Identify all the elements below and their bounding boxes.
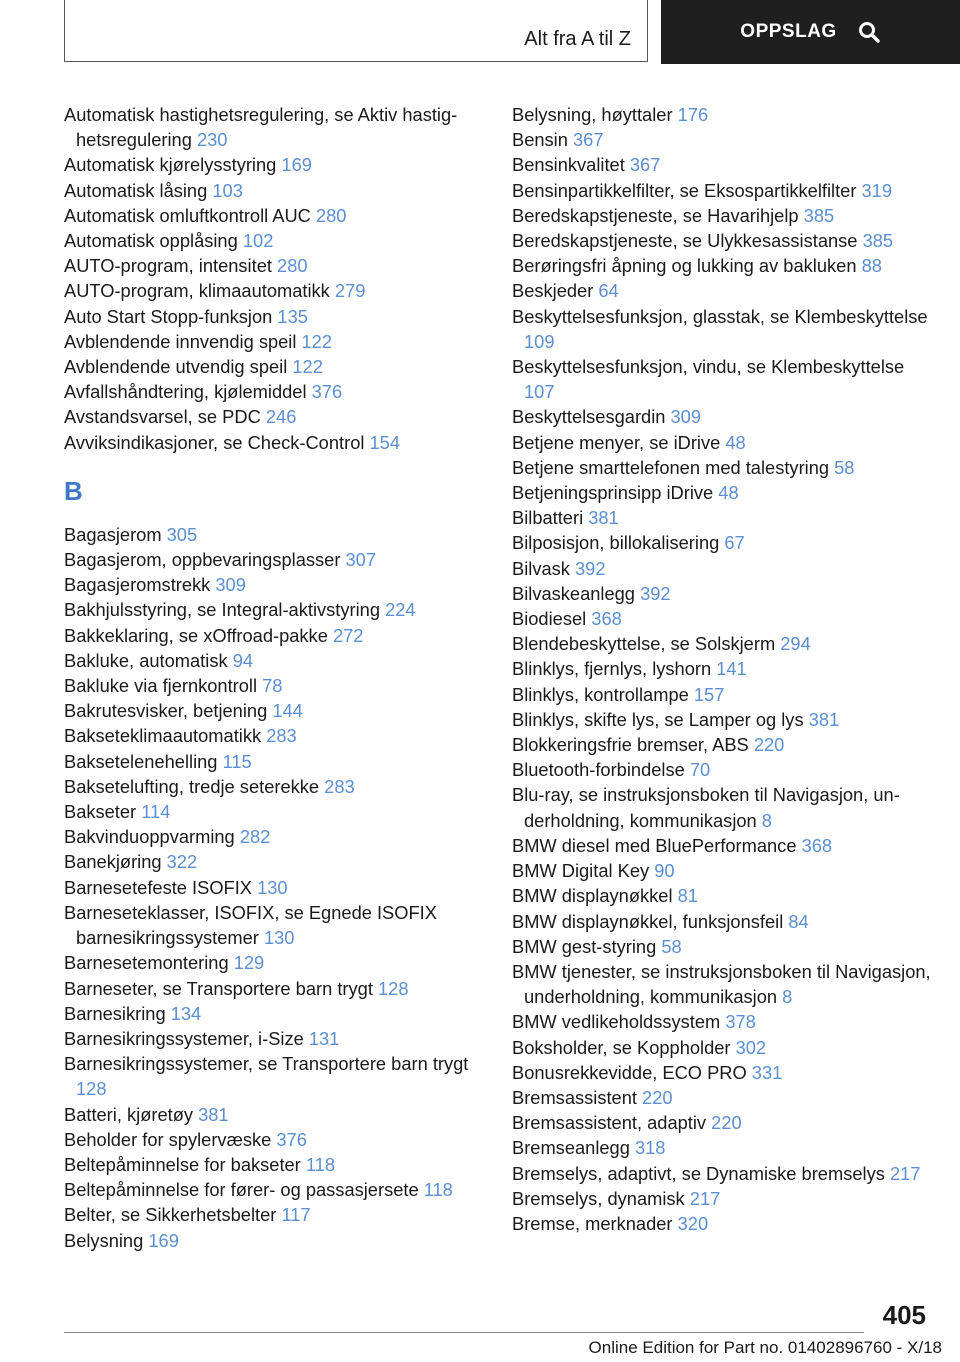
index-entry bbox=[512, 682, 932, 707]
index-entry-text: Bagasjeromstrekk bbox=[64, 574, 216, 596]
page-link[interactable]: 128 bbox=[76, 1078, 107, 1100]
index-entry-text: Banekjøring bbox=[64, 851, 167, 873]
page-link[interactable]: 217 bbox=[889, 1162, 921, 1184]
page-link[interactable]: 392 bbox=[575, 557, 606, 579]
page-link[interactable]: 48 bbox=[718, 482, 739, 504]
index-entry bbox=[64, 900, 494, 950]
index-entry bbox=[512, 1085, 932, 1110]
index-entry-text: Biodiesel bbox=[512, 608, 592, 630]
index-entry-text: Automatisk låsing bbox=[64, 179, 213, 201]
page-link[interactable]: 294 bbox=[780, 633, 811, 655]
page-number: 405 bbox=[882, 1300, 926, 1330]
page-link[interactable]: 122 bbox=[301, 330, 333, 352]
page-link[interactable]: 103 bbox=[212, 179, 243, 201]
index-entry bbox=[512, 354, 932, 404]
index-entry-text: Barneseter, se Transportere barn trygt bbox=[64, 977, 378, 999]
index-entry bbox=[64, 228, 494, 253]
page-link[interactable]: 282 bbox=[239, 826, 271, 848]
index-entry bbox=[512, 782, 932, 832]
index-entry-text: Barnesetemontering bbox=[64, 952, 234, 974]
page-link[interactable]: 272 bbox=[332, 624, 364, 646]
index-entry-text: Barnesikringssystemer, i-Size bbox=[64, 1027, 309, 1049]
page-link[interactable]: 283 bbox=[266, 725, 297, 747]
page-link[interactable]: 169 bbox=[148, 1229, 179, 1251]
index-entry bbox=[64, 698, 494, 723]
index-entry-text: Avstandsvarsel, se PDC bbox=[64, 406, 266, 428]
index-entry-text: Bensinpartikkelfilter, se Eksospartikkelfilter bbox=[512, 179, 862, 201]
page-link[interactable]: 378 bbox=[725, 1011, 756, 1033]
page-link[interactable]: 107 bbox=[524, 381, 555, 403]
index-entry-text: Bremselys, dynamisk bbox=[512, 1187, 690, 1209]
index-entry bbox=[64, 253, 494, 278]
index-entry-text: Bremsassistent, adaptiv bbox=[512, 1112, 712, 1134]
index-entry bbox=[512, 883, 932, 908]
page-link[interactable]: 129 bbox=[233, 952, 265, 974]
index-entry bbox=[64, 102, 494, 152]
index-entry-text: Bremseanlegg bbox=[512, 1137, 635, 1159]
page-link[interactable]: 8 bbox=[782, 986, 793, 1008]
index-entry-text: Belter, se Sikkerhetsbelter bbox=[64, 1204, 282, 1226]
page-link[interactable]: 302 bbox=[735, 1036, 767, 1058]
index-entry bbox=[64, 522, 494, 547]
index-entry-text: Avviksindikasjoner, se Check-Control bbox=[64, 431, 370, 453]
page-link[interactable]: 376 bbox=[311, 381, 343, 403]
page-link[interactable]: 88 bbox=[861, 255, 882, 277]
page-link[interactable]: 320 bbox=[677, 1212, 709, 1234]
index-entry bbox=[512, 631, 932, 656]
index-column-left bbox=[64, 102, 494, 1253]
oppslag-tab-label: OPPSLAG bbox=[740, 21, 837, 42]
page-link[interactable]: 322 bbox=[166, 851, 198, 873]
index-entry bbox=[512, 253, 932, 278]
page-link[interactable]: 58 bbox=[834, 456, 855, 478]
index-entry-text: BMW Digital Key bbox=[512, 860, 655, 882]
page-link[interactable]: 90 bbox=[654, 860, 675, 882]
index-entry bbox=[512, 581, 932, 606]
index-entry-text: BMW displaynøkkel, funksjonsfeil bbox=[512, 910, 789, 932]
index-entry bbox=[64, 203, 494, 228]
page-link[interactable]: 157 bbox=[693, 683, 725, 705]
page-link[interactable]: 154 bbox=[369, 431, 401, 453]
page-link[interactable]: 331 bbox=[751, 1061, 783, 1083]
index-entry bbox=[512, 102, 932, 127]
index-entry-text: Beredskapstjeneste, se Havarihjelp bbox=[512, 204, 804, 226]
page-link[interactable]: 309 bbox=[670, 406, 702, 428]
page-link[interactable]: 144 bbox=[272, 700, 303, 722]
page-link[interactable]: 118 bbox=[423, 1179, 453, 1201]
index-entry-text: Bakkeklaring, se xOffroad-pakke bbox=[64, 624, 333, 646]
page-link[interactable]: 220 bbox=[642, 1086, 673, 1108]
index-entry-text: Betjene smarttelefonen med talestyring bbox=[512, 456, 835, 478]
index-entry bbox=[512, 152, 932, 177]
index-entry-text: Betjene menyer, se iDrive bbox=[512, 431, 726, 453]
page-link[interactable]: 385 bbox=[803, 204, 835, 226]
index-entry bbox=[512, 606, 932, 631]
index-entry bbox=[512, 732, 932, 757]
index-entry bbox=[64, 875, 494, 900]
index-entry bbox=[512, 959, 932, 1009]
page-link[interactable]: 94 bbox=[232, 649, 254, 671]
index-column-right bbox=[512, 102, 932, 1236]
page-link[interactable]: 392 bbox=[640, 582, 671, 604]
page-link[interactable]: 220 bbox=[711, 1112, 742, 1134]
index-entry-text: Bakrutesvisker, betjening bbox=[64, 700, 273, 722]
page-link[interactable]: 67 bbox=[724, 532, 745, 554]
index-entry-text: Belysning bbox=[64, 1229, 149, 1251]
index-entry bbox=[64, 648, 494, 673]
index-entry-text: Baksetelufting, tredje seterekke bbox=[64, 775, 325, 797]
index-entry-text: Bagasjerom bbox=[64, 523, 167, 545]
index-entry-text: Automatisk kjørelysstyring bbox=[64, 154, 282, 176]
index-entry-text: Boksholder, se Koppholder bbox=[512, 1036, 736, 1058]
index-entry-text: Beredskapstjeneste, se Ulykkesassistanse bbox=[512, 230, 863, 252]
index-entry bbox=[512, 556, 932, 581]
index-entry bbox=[512, 404, 932, 429]
index-entry-text: BMW tjenester, se instruksjonsboken til Navigasjon, underholdning, kommunikasjon bbox=[512, 960, 931, 1008]
index-entry bbox=[64, 1127, 494, 1152]
index-entry bbox=[64, 278, 494, 303]
index-list-b bbox=[64, 522, 494, 1253]
index-entry bbox=[512, 1009, 932, 1034]
page-link[interactable]: 117 bbox=[281, 1204, 311, 1226]
index-entry bbox=[64, 749, 494, 774]
index-entry bbox=[512, 656, 932, 681]
page-link[interactable]: 102 bbox=[242, 230, 274, 252]
index-entry bbox=[512, 430, 932, 455]
page-link[interactable]: 367 bbox=[629, 154, 661, 176]
index-entry-text: Automatisk omluftkontroll AUC bbox=[64, 204, 316, 226]
index-entry-text: Berøringsfri åpning og lukking av bakluken bbox=[512, 255, 862, 277]
page-link[interactable]: 283 bbox=[324, 775, 355, 797]
footer-divider bbox=[64, 1332, 864, 1333]
index-entry bbox=[64, 152, 494, 177]
page-link[interactable]: 48 bbox=[725, 431, 746, 453]
index-entry-text: Bilposisjon, billokalisering bbox=[512, 532, 725, 554]
index-entry bbox=[512, 304, 932, 354]
index-entry-text: Betjeningsprinsipp iDrive bbox=[512, 482, 719, 504]
index-entry bbox=[512, 1110, 932, 1135]
index-list-right bbox=[512, 102, 932, 1236]
index-entry bbox=[512, 278, 932, 303]
index-entry bbox=[512, 1161, 932, 1186]
index-entry-text: Avblendende utvendig speil bbox=[64, 356, 293, 378]
index-entry-text: Bluetooth-forbindelse bbox=[512, 759, 690, 781]
index-entry-text: Beholder for spylervæske bbox=[64, 1128, 277, 1150]
index-entry bbox=[64, 774, 494, 799]
page-link[interactable]: 114 bbox=[141, 801, 171, 823]
index-entry-text: Bremsassistent bbox=[512, 1086, 643, 1108]
index-entry bbox=[512, 530, 932, 555]
index-entry-text: Belysning, høyttaler bbox=[512, 104, 678, 125]
index-entry bbox=[64, 1177, 494, 1202]
index-entry-text: Avfallshåndtering, kjølemiddel bbox=[64, 381, 312, 403]
page-link[interactable]: 230 bbox=[196, 129, 228, 151]
index-entry bbox=[64, 673, 494, 698]
index-entry bbox=[512, 178, 932, 203]
page-link[interactable]: 280 bbox=[315, 204, 347, 226]
page-link[interactable]: 381 bbox=[588, 507, 619, 529]
page-link[interactable]: 279 bbox=[334, 280, 366, 302]
index-entry bbox=[64, 950, 494, 975]
page-link[interactable]: 8 bbox=[761, 809, 772, 831]
index-entry-text: Beltepåminnelse for bakseter bbox=[64, 1153, 306, 1175]
index-entry-text: Blinklys, kontrollampe bbox=[512, 683, 694, 705]
index-entry bbox=[64, 178, 494, 203]
page-link[interactable]: 128 bbox=[378, 977, 409, 999]
index-entry bbox=[512, 203, 932, 228]
index-entry bbox=[64, 723, 494, 748]
page-link[interactable]: 381 bbox=[198, 1103, 229, 1125]
index-entry-text: Blendebeskyttelse, se Solskjerm bbox=[512, 633, 781, 655]
index-entry-text: AUTO-program, klimaautomatikk bbox=[64, 280, 335, 302]
index-entry-text: Beskyttelsesfunksjon, vindu, se Klembeskyttelse bbox=[512, 356, 905, 378]
index-entry bbox=[64, 572, 494, 597]
index-entry bbox=[512, 707, 932, 732]
index-entry-text: Bakseter bbox=[64, 801, 142, 823]
index-entry bbox=[64, 547, 494, 572]
index-entry-text: Bilvaskeanlegg bbox=[512, 582, 641, 604]
page-link[interactable]: 81 bbox=[677, 885, 698, 907]
index-entry-text: BMW displaynøkkel bbox=[512, 885, 678, 907]
page-link[interactable]: 115 bbox=[222, 750, 252, 772]
page-link[interactable]: 220 bbox=[753, 734, 785, 756]
index-entry bbox=[512, 1035, 932, 1060]
index-entry bbox=[64, 1051, 494, 1101]
page-link[interactable]: 368 bbox=[591, 608, 622, 630]
index-entry bbox=[512, 833, 932, 858]
page-link[interactable]: 130 bbox=[257, 876, 288, 898]
index-entry-text: Automatisk hastighetsregulering, se Aktiv hastighetsregulering bbox=[64, 104, 458, 151]
index-entry-text: Batteri, kjøretøy bbox=[64, 1103, 199, 1125]
index-entry-text: Bremselys, adaptivt, se Dynamiske bremselys bbox=[512, 1162, 890, 1184]
index-entry bbox=[512, 505, 932, 530]
index-entry-text: Automatisk opplåsing bbox=[64, 230, 243, 252]
index-entry-text: Barnesikring bbox=[64, 1002, 171, 1024]
index-entry-text: Auto Start Stopp-funksjon bbox=[64, 305, 278, 327]
index-entry bbox=[64, 379, 494, 404]
index-entry bbox=[64, 799, 494, 824]
index-entry bbox=[512, 757, 932, 782]
index-entry bbox=[64, 354, 494, 379]
index-entry-text: Bensinkvalitet bbox=[512, 154, 630, 176]
page-link[interactable]: 64 bbox=[598, 280, 619, 302]
index-entry bbox=[64, 404, 494, 429]
page-link[interactable]: 381 bbox=[808, 708, 840, 730]
page-link[interactable]: 130 bbox=[263, 927, 295, 949]
page-link[interactable]: 109 bbox=[524, 330, 555, 352]
index-entry bbox=[512, 1186, 932, 1211]
page-link[interactable]: 131 bbox=[308, 1027, 340, 1049]
index-entry-text: Bensin bbox=[512, 129, 573, 151]
index-entry bbox=[512, 1211, 932, 1236]
index-entry-text: Bakluke via fjernkontroll bbox=[64, 675, 263, 697]
index-entry-text: Blinklys, fjernlys, lyshorn bbox=[512, 658, 717, 680]
page-link[interactable]: 58 bbox=[661, 935, 682, 957]
page-link[interactable]: 135 bbox=[277, 305, 308, 327]
index-entry-text: Bakhjulsstyring, se Integral-aktivstyring bbox=[64, 599, 386, 621]
index-entry bbox=[64, 1152, 494, 1177]
page-link[interactable]: 376 bbox=[276, 1128, 307, 1150]
page-link[interactable]: 141 bbox=[716, 658, 747, 680]
index-entry bbox=[512, 480, 932, 505]
index-entry bbox=[512, 858, 932, 883]
index-entry-text: Barneseteklasser, ISOFIX, se Egnede ISOFIX barnesikringssystemer bbox=[64, 901, 437, 949]
index-entry-text: Blu-ray, se instruksjonsboken til Navigasjon, underholdning, kommunikasjon bbox=[512, 784, 900, 831]
page-link[interactable]: 217 bbox=[689, 1187, 721, 1209]
index-entry-text: BMW diesel med BluePerformance bbox=[512, 834, 802, 856]
index-entry bbox=[64, 304, 494, 329]
page-link[interactable]: 280 bbox=[277, 255, 308, 277]
index-entry bbox=[512, 228, 932, 253]
page-link[interactable]: 78 bbox=[262, 675, 283, 697]
page-link[interactable]: 134 bbox=[170, 1002, 202, 1024]
header-title: Alt fra A til Z bbox=[524, 28, 631, 50]
index-list-a bbox=[64, 102, 494, 455]
page-link[interactable]: 224 bbox=[385, 599, 416, 621]
index-entry-text: Bakluke, automatisk bbox=[64, 649, 233, 671]
index-entry bbox=[64, 1202, 494, 1227]
page-link[interactable]: 309 bbox=[215, 574, 246, 596]
index-entry-text: Blinklys, skifte lys, se Lamper og lys bbox=[512, 708, 809, 730]
page-link[interactable]: 305 bbox=[166, 523, 198, 545]
page-link[interactable]: 307 bbox=[345, 549, 377, 571]
index-entry-text: Barnesikringssystemer, se Transportere barn trygt bbox=[64, 1053, 469, 1075]
index-entry-text: Beskjeder bbox=[512, 280, 599, 302]
index-entry-text: Baksetelenehelling bbox=[64, 750, 223, 772]
index-entry-text: Bakseteklimaautomatikk bbox=[64, 725, 267, 747]
index-entry bbox=[64, 824, 494, 849]
index-entry-text: Bagasjerom, oppbevaringsplasser bbox=[64, 549, 346, 571]
index-entry-text: Bremse, merknader bbox=[512, 1212, 678, 1234]
page-link[interactable]: 368 bbox=[801, 834, 833, 856]
index-entry bbox=[512, 909, 932, 934]
page-link[interactable]: 169 bbox=[281, 154, 312, 176]
index-entry bbox=[64, 1102, 494, 1127]
page-link[interactable]: 319 bbox=[861, 179, 893, 201]
section-letter: B bbox=[64, 475, 83, 506]
search-icon[interactable] bbox=[857, 20, 881, 44]
page-link[interactable]: 318 bbox=[634, 1137, 666, 1159]
index-entry-text: BMW gest-styring bbox=[512, 935, 662, 957]
oppslag-tab[interactable] bbox=[661, 0, 960, 64]
index-entry-text: Bilvask bbox=[512, 557, 575, 579]
index-entry bbox=[64, 1001, 494, 1026]
index-entry bbox=[512, 455, 932, 480]
index-entry-text: Beltepåminnelse for fører- og passasjersete bbox=[64, 1179, 424, 1201]
index-entry bbox=[64, 849, 494, 874]
index-entry bbox=[64, 623, 494, 648]
index-entry bbox=[64, 329, 494, 354]
index-entry bbox=[64, 976, 494, 1001]
page-link[interactable]: 122 bbox=[292, 356, 323, 378]
page-link[interactable]: 367 bbox=[572, 129, 604, 151]
index-entry-text: Bonusrekkevidde, ECO PRO bbox=[512, 1061, 752, 1083]
index-entry-text: Bilbatteri bbox=[512, 507, 589, 529]
index-entry-text: Blokkeringsfrie bremser, ABS bbox=[512, 734, 754, 756]
header-title-box bbox=[64, 0, 648, 62]
index-entry-text: Beskyttelsesfunksjon, glasstak, se Klembeskyttelse bbox=[512, 305, 928, 327]
page-link[interactable]: 385 bbox=[862, 230, 894, 252]
index-entry bbox=[64, 430, 494, 455]
index-entry-text: BMW vedlikeholdssystem bbox=[512, 1011, 726, 1033]
index-entry bbox=[512, 127, 932, 152]
index-entry bbox=[64, 1228, 494, 1253]
index-entry-text: Barnesetefeste ISOFIX bbox=[64, 876, 258, 898]
page-link[interactable]: 70 bbox=[689, 759, 711, 781]
index-entry bbox=[512, 1135, 932, 1160]
page-link[interactable]: 176 bbox=[677, 104, 709, 125]
index-entry bbox=[64, 1026, 494, 1051]
footer-edition: Online Edition for Part no. 01402896760 - X/18 bbox=[588, 1338, 942, 1357]
index-entry bbox=[64, 597, 494, 622]
page-link[interactable]: 246 bbox=[265, 406, 297, 428]
page-link[interactable]: 84 bbox=[788, 910, 809, 932]
page-link[interactable]: 118 bbox=[305, 1153, 336, 1175]
index-entry-text: Beskyttelsesgardin bbox=[512, 406, 671, 428]
index-entry bbox=[512, 1060, 932, 1085]
index-entry bbox=[512, 934, 932, 959]
index-entry-text: AUTO-program, intensitet bbox=[64, 255, 278, 277]
index-entry-text: Avblendende innvendig speil bbox=[64, 330, 302, 352]
index-entry-text: Bakvinduoppvarming bbox=[64, 826, 240, 848]
